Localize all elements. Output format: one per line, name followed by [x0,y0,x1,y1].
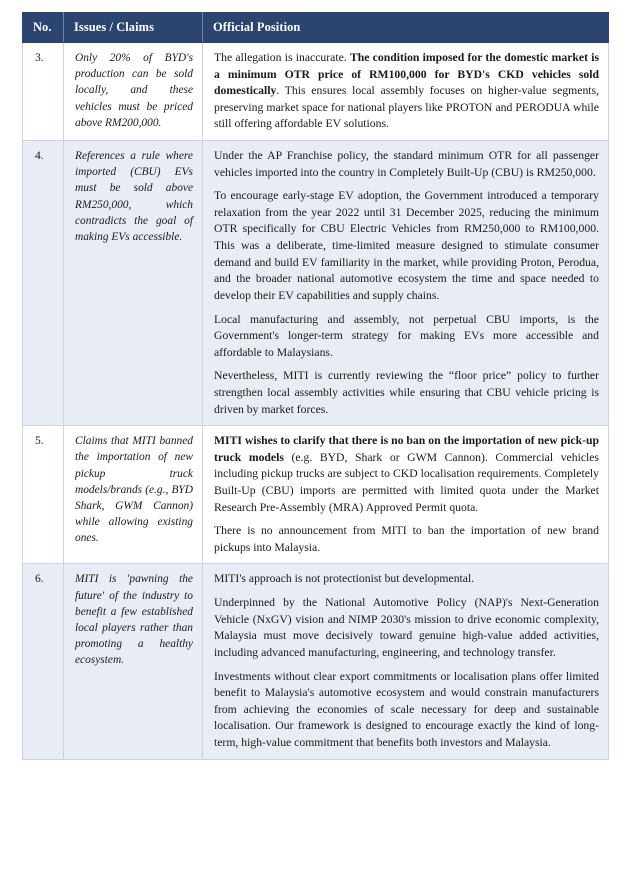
body-text: Local manufacturing and assembly, not perpetual CBU imports, is the Government's longer-term strategy for making EVs more accessible and affordable to Malaysians. [214,312,599,359]
official-position-paragraph [214,188,599,304]
body-text: Nevertheless, MITI is currently reviewing the “floor price” policy to further strengthen local assembly activities while ensuring that CBU vehicle pricing is driven by market forces. [214,369,599,416]
issues-official-position-table [22,12,609,760]
issue-claim-text: Only 20% of BYD's production can be sold locally, and these vehicles must be priced above RM200,000. [75,52,193,129]
official-position-paragraph [214,669,599,752]
row-number-cell: 3. [23,43,64,141]
official-position-paragraph [214,50,599,133]
issue-claim-cell [64,426,203,564]
official-position-paragraph [214,523,599,556]
body-text: There is no announcement from MITI to ban the importation of new brand pickups into Malaysia. [214,524,599,554]
emphasis-text: The condition imposed for the domestic market is a minimum OTR price of RM100,000 for BYD's CKD vehicles sold domestically [214,51,599,98]
column-header-issues-claims: Issues / Claims [64,13,203,43]
official-position-paragraph [214,368,599,418]
body-text: (e.g. BYD, Shark or GWM Cannon). Commercial vehicles including pickup trucks are subject to CKD localisation requirements. Completely Built-Up (CBU) imports are permitted with limited quota under the Market Research Pre-Assembly (MRA) Approved Permit quota. [214,450,599,514]
table-row [23,564,609,759]
official-position-paragraph [214,312,599,362]
table-row [23,43,609,141]
official-position-cell [203,43,609,141]
official-position-paragraph [214,148,599,181]
official-position-cell [203,141,609,426]
row-number-cell: 5. [23,426,64,564]
table-header [23,13,609,43]
issue-claim-cell [64,141,203,426]
emphasis-text: MITI wishes to clarify that there is no ban on the importation of new pick-up truck models [214,434,599,464]
column-header-official-position: Official Position [203,13,609,43]
body-text: Underpinned by the National Automotive Policy (NAP)'s Next-Generation Vehicle (NxGV) vision and NIMP 2030's mission to drive economic complexity, Malaysia must move decisively toward genuine high-value added activities, including advanced manufacturing, engineering, and technology transfer. [214,596,599,659]
official-position-paragraph [214,571,599,588]
issue-claim-text: References a rule where imported (CBU) EVs must be sold above RM250,000, which contradicts the goal of making EVs accessible. [75,150,193,243]
table-body [23,43,609,760]
official-position-paragraph [214,433,599,516]
official-position-cell [203,426,609,564]
table-row [23,141,609,426]
row-number-cell: 4. [23,141,64,426]
column-header-no: No. [23,13,64,43]
official-position-cell [203,564,609,759]
issue-claim-cell [64,564,203,759]
body-text: Investments without clear export commitments or localisation plans offer limited benefit to Malaysia's automotive ecosystem and would constrain manufacturers from achieving the economies of scale necessary for deep and sustainable localisation. Our framework is designed to encourage exactly the kind of long-term, high-value commitment that benefits both investors and Malaysia. [214,669,599,749]
body-text: . This ensures local assembly focuses on higher-value segments, preserving market space for national players like PROTON and PERODUA while still offering affordable EV solutions. [214,84,599,131]
body-text: Under the AP Franchise policy, the standard minimum OTR for all passenger vehicles imported into the country in Completely Built-Up (CBU) is RM250,000. [214,149,599,179]
table-row [23,426,609,564]
issue-claim-cell [64,43,203,141]
official-position-paragraph [214,595,599,661]
body-text: MITI's approach is not protectionist but developmental. [214,572,475,586]
issue-claim-text: Claims that MITI banned the importation of new pickup truck models/brands (e.g., BYD Shark, GWM Cannon) while allowing existing ones. [75,435,193,545]
issue-claim-text: MITI is 'pawning the future' of the industry to benefit a few established local players rather than promoting a healthy ecosystem. [75,573,193,667]
body-text: To encourage early-stage EV adoption, the Government introduced a temporary relaxation from the year 2022 until 31 December 2025, reducing the minimum OTR specifically for CBU Electric Vehicles from RM250,000 to RM100,000. This was a deliberate, time-limited measure designed to stimulate consumer demand and build EV familiarity in the market, while providing Proton, Perodua, and the broader national automotive ecosystem the time and space needed to develop their EV capabilities and supply chains. [214,189,599,302]
body-text: The allegation is inaccurate. [214,51,350,64]
table-header-row [23,13,609,43]
row-number-cell: 6. [23,564,64,759]
